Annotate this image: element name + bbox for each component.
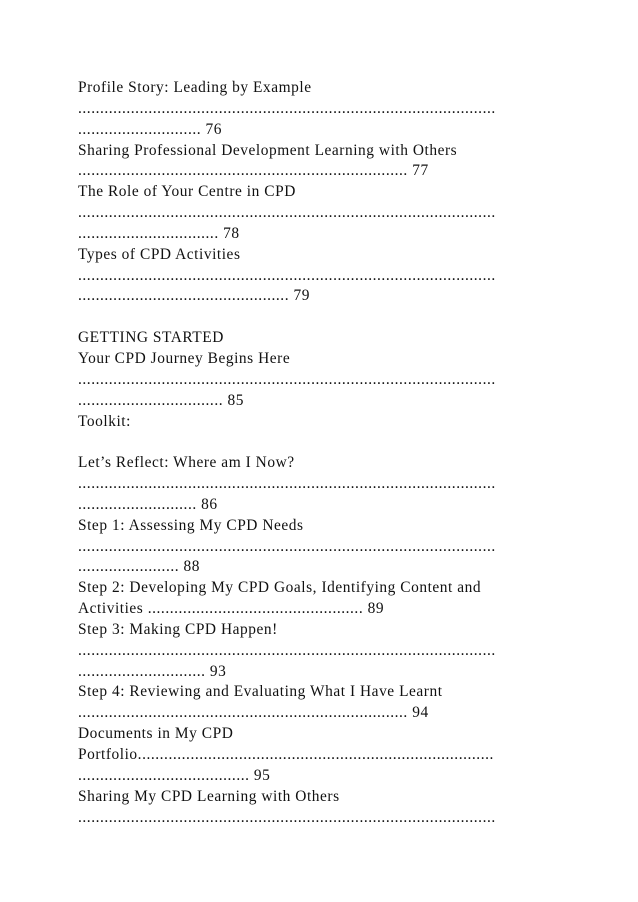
toc-entry-title: Step 1: Assessing My CPD Needs	[78, 516, 304, 534]
subsection-label: Toolkit:	[78, 412, 131, 430]
toc-leader-dots: ...............................................................................................	[78, 641, 496, 659]
toc-leader-dots: ...............................................................................................	[78, 204, 496, 222]
toc-entry-title: Sharing Professional Development Learning with Others	[78, 141, 458, 159]
toc-leader-page-number: ....................................... 95	[78, 766, 271, 784]
toc-leader-page-number: ........................................................................... 94	[78, 704, 429, 722]
toc-entry-title: Step 3: Making CPD Happen!	[78, 620, 278, 638]
toc-entry-title: Types of CPD Activities	[78, 245, 241, 263]
toc-leader-dots: ...............................................................................................	[78, 808, 496, 826]
blank-line	[78, 307, 562, 328]
toc-leader-dots: ...............................................................................................	[78, 370, 496, 388]
toc-leader-dots: ...............................................................................................	[78, 475, 496, 493]
toc-entry-title: The Role of Your Centre in CPD	[78, 183, 296, 201]
blank-line	[78, 432, 562, 453]
toc-entry-title-continued: Activities ................................................. 89	[78, 600, 385, 618]
toc-leader-page-number: ............................. 93	[78, 662, 227, 680]
toc-leader-page-number: ....................... 88	[78, 558, 201, 576]
table-of-contents	[78, 78, 562, 828]
section-heading: GETTING STARTED	[78, 329, 224, 347]
toc-leader-page-number: ................................. 85	[78, 391, 245, 409]
toc-leader-page-number: ........................................................................... 77	[78, 162, 429, 180]
toc-entry-title: Let’s Reflect: Where am I Now?	[78, 454, 295, 472]
toc-leader-page-number: ............................ 76	[78, 120, 223, 138]
toc-leader-page-number: ................................ 78	[78, 224, 240, 242]
toc-entry-title: Profile Story: Leading by Example	[78, 79, 312, 96]
toc-leader-page-number: ................................................ 79	[78, 287, 310, 305]
toc-entry-title: Step 4: Reviewing and Evaluating What I Have Learnt	[78, 683, 443, 701]
toc-leader-page-number: ........................... 86	[78, 495, 218, 513]
toc-entry-title: Your CPD Journey Begins Here	[78, 349, 291, 367]
toc-entry-title: Sharing My CPD Learning with Others	[78, 787, 340, 805]
toc-entry-title: Step 2: Developing My CPD Goals, Identifying Content and	[78, 579, 482, 597]
toc-entry-title: Documents in My CPD	[78, 725, 234, 743]
toc-entry-title-continued: Portfolio.................................................................................	[78, 746, 494, 763]
toc-leader-dots: ...............................................................................................	[78, 99, 496, 117]
toc-leader-dots: ...............................................................................................	[78, 537, 496, 555]
toc-leader-dots: ...............................................................................................	[78, 266, 496, 284]
